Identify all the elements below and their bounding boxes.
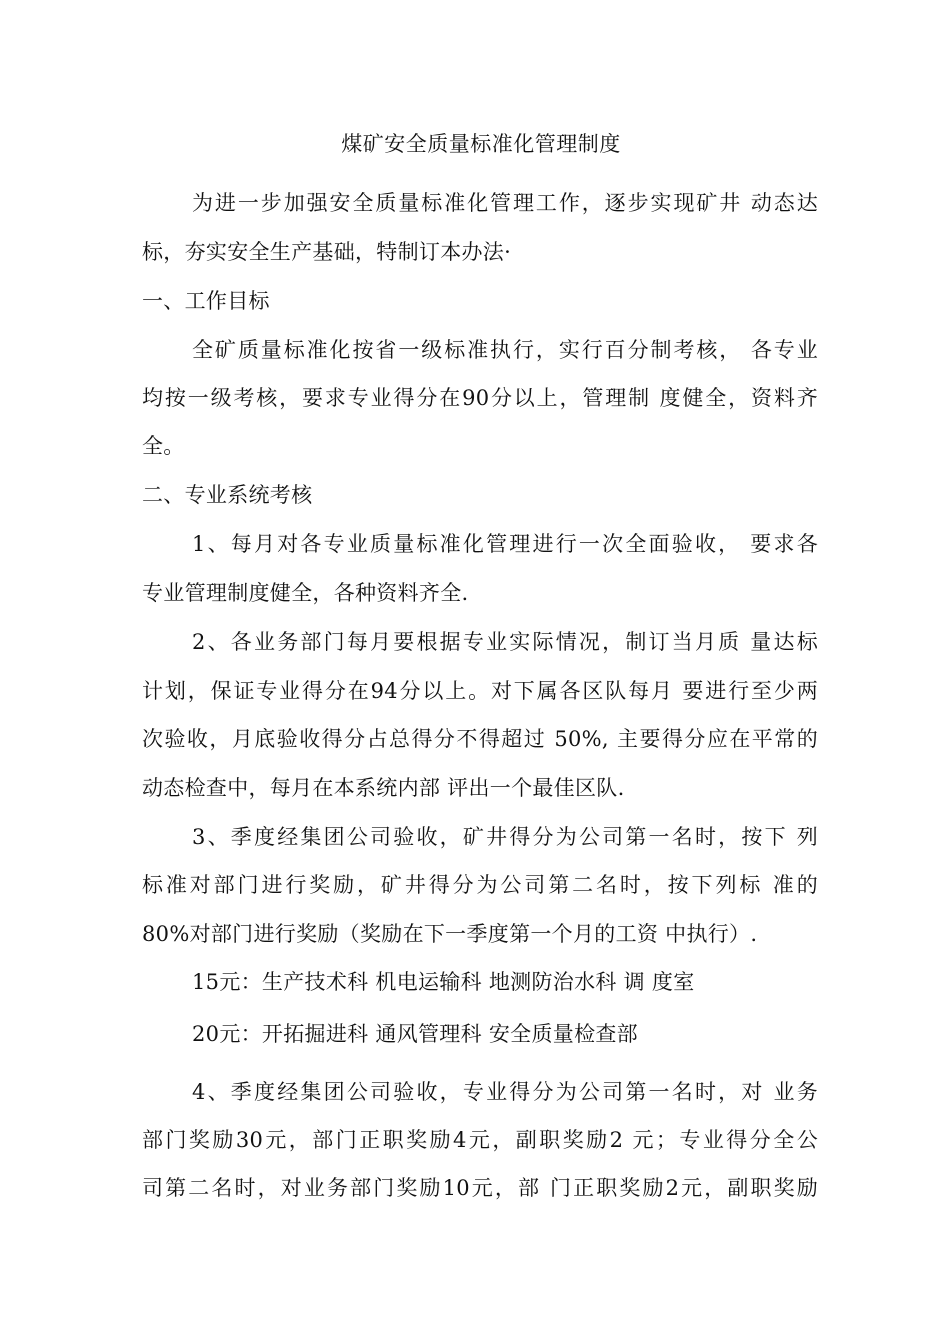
paragraph-line: 为进一步加强安全质量标准化管理工作，逐步实现矿井 动态达	[192, 191, 818, 215]
paragraph-line: 2、各业务部门每月要根据专业实际情况，制订当月质 量达标	[192, 630, 818, 654]
paragraph-line: 专业管理制度健全，各种资料齐全.	[142, 581, 469, 605]
section-heading: 一、工作目标	[142, 289, 270, 313]
paragraph-line: 全。	[142, 434, 185, 458]
paragraph-line: 标，夯实安全生产基础，特制订本办法·	[142, 240, 512, 264]
paragraph-line: 标准对部门进行奖励，矿井得分为公司第二名时，按下列标 准的	[142, 873, 818, 897]
paragraph-line: 全矿质量标准化按省一级标准执行，实行百分制考核， 各专业	[192, 338, 818, 362]
reward-list-line: 20元：开拓掘进科 通风管理科 安全质量检查部	[192, 1022, 638, 1046]
paragraph-line: 次验收，月底验收得分占总得分不得超过 50%, 主要得分应在平常的	[142, 727, 818, 751]
paragraph-line: 计划，保证专业得分在94分以上。对下属各区队每月 要进行至少两	[142, 679, 818, 703]
paragraph-line: 均按一级考核，要求专业得分在90分以上，管理制 度健全，资料齐	[142, 386, 818, 410]
paragraph-line: 动态检查中，每月在本系统内部 评出一个最佳区队.	[142, 776, 625, 800]
paragraph-line: 80%对部门进行奖励（奖励在下一季度第一个月的工资 中执行）.	[142, 922, 758, 946]
paragraph-line: 部门奖励30元，部门正职奖励4元，副职奖励2 元；专业得分全公	[142, 1128, 818, 1152]
section-heading: 二、专业系统考核	[142, 483, 313, 507]
reward-list-line: 15元：生产技术科 机电运输科 地测防治水科 调 度室	[192, 970, 695, 994]
paragraph-line: 3、季度经集团公司验收，矿井得分为公司第一名时，按下 列	[192, 825, 818, 849]
paragraph-line: 1、每月对各专业质量标准化管理进行一次全面验收， 要求各	[192, 532, 818, 556]
page-title: 煤矿安全质量标准化管理制度	[341, 132, 621, 156]
paragraph-line: 4、季度经集团公司验收，专业得分为公司第一名时，对 业务	[192, 1080, 818, 1104]
paragraph-line: 司第二名时，对业务部门奖励10元，部 门正职奖励2元，副职奖励	[142, 1176, 818, 1200]
